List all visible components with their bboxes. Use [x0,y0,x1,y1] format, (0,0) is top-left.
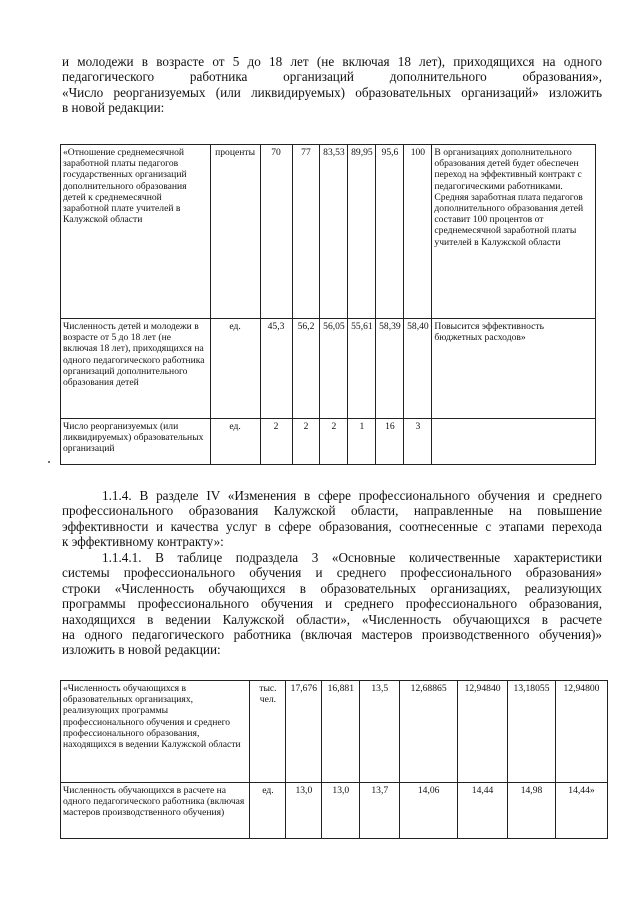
scan-dot [48,461,50,463]
cell-value: 77 [292,145,320,319]
table-row [61,681,608,783]
cell-value: 13,18055 [508,681,556,783]
section-line: 1.1.4. В разделе IV «Изменения в сфере профессионального обучения и среднего [102,488,602,503]
cell-value: 2 [260,419,292,465]
cell-value: 17,676 [286,681,322,783]
cell-value: 58,40 [404,319,432,419]
section-line: профессионального образования Калужской области, направленные на повышение [62,503,602,519]
cell-value: 13,7 [360,783,400,839]
table-2 [60,680,608,839]
cell-value: 45,3 [260,319,292,419]
cell-value: 55,61 [348,319,376,419]
intro-line: в новой редакции: [62,100,165,116]
section-line: находящихся в ведении Калужской области», «Численность обучающихся в расчете [62,611,602,627]
row-unit: проценты [210,145,260,319]
cell-value: 89,95 [348,145,376,319]
row-unit: ед. [210,419,260,465]
row-name: «Численность обучающихся в образовательных организациях, реализующих программы профессионального обучения и среднего профессионального образования, находящихся в ведении Калужской области [61,681,250,783]
cell-value: 12,94800 [555,681,607,783]
cell-value: 13,0 [322,783,360,839]
row-unit: ед. [250,783,286,839]
section-line: 1.1.4.1. В таблице подраздела 3 «Основные количественные характеристики [102,550,602,565]
cell-value: 83,53 [320,145,348,319]
cell-value: 14,98 [508,783,556,839]
cell-value: 2 [320,419,348,465]
cell-value: 13,0 [286,783,322,839]
cell-value: 12,94840 [458,681,508,783]
cell-value: 58,39 [376,319,404,419]
table-row [61,319,596,419]
table-row [61,419,596,465]
cell-value: 14,44 [458,783,508,839]
intro-line: «Число реорганизуемых (или ликвидируемых) образовательных организаций» изложить [62,84,602,100]
section-line: к эффективному контракту»: [62,534,224,550]
section-line: изложить в новой редакции: [62,642,221,658]
section-paragraph-1 [62,488,602,550]
cell-value: 12,68865 [400,681,458,783]
row-name: Численность обучающихся в расчете на одного педагогического работника (включая мастеров производственного обучения) [61,783,250,839]
table-1 [60,144,596,465]
intro-line: педагогического работника организаций дополнительного образования», [62,69,602,85]
cell-value: 2 [292,419,320,465]
cell-value: 70 [260,145,292,319]
intro-line: и молодежи в возрасте от 5 до 18 лет (не включая 18 лет), приходящихся на одного [62,54,602,69]
section-paragraph-2 [62,550,602,658]
cell-value: 100 [404,145,432,319]
table-row [61,783,608,839]
cell-value: 1 [348,419,376,465]
cell-value: 56,05 [320,319,348,419]
section-line: на одного педагогического работника (включая мастеров производственного обучения)» [62,627,602,643]
table-row [61,145,596,319]
cell-value: 14,06 [400,783,458,839]
row-name: Численность детей и молодежи в возрасте от 5 до 18 лет (не включая 18 лет), приходящихся на одного педагогического работника организаций дополнительного образования детей [61,319,211,419]
section-line: строки «Численность обучающихся в образовательных организациях, реализующих [62,580,602,596]
cell-value: 95,6 [376,145,404,319]
row-note: Повысится эффективность бюджетных расходов» [432,319,596,419]
row-unit: ед. [210,319,260,419]
row-note: В организациях дополнительного образования детей будет обеспечен переход на эффективный контракт с педагогическими работниками. Средняя заработная плата педагогов дополнительного образования детей составит 100 процентов от среднемесячной заработной платы учителей в Калужской области [432,145,596,319]
row-name: «Отношение среднемесячной заработной платы педагогов государственных организаций дополнительного образования детей к среднемесячной заработной плате учителей в Калужской области [61,145,211,319]
row-unit: тыс. чел. [250,681,286,783]
cell-value: 14,44» [555,783,607,839]
cell-value: 56,2 [292,319,320,419]
section-line: системы профессионального обучения и среднего профессионального образования» [62,565,602,581]
row-note [432,419,596,465]
cell-value: 16,881 [322,681,360,783]
section-line: эффективности и качества услуг в сфере образования, соотнесенные с этапами перехода [62,518,602,534]
intro-paragraph [62,54,602,116]
cell-value: 3 [404,419,432,465]
cell-value: 16 [376,419,404,465]
section-line: программы профессионального обучения и среднего профессионального образования, [62,596,602,612]
row-name: Число реорганизуемых (или ликвидируемых) образовательных организаций [61,419,211,465]
cell-value: 13,5 [360,681,400,783]
